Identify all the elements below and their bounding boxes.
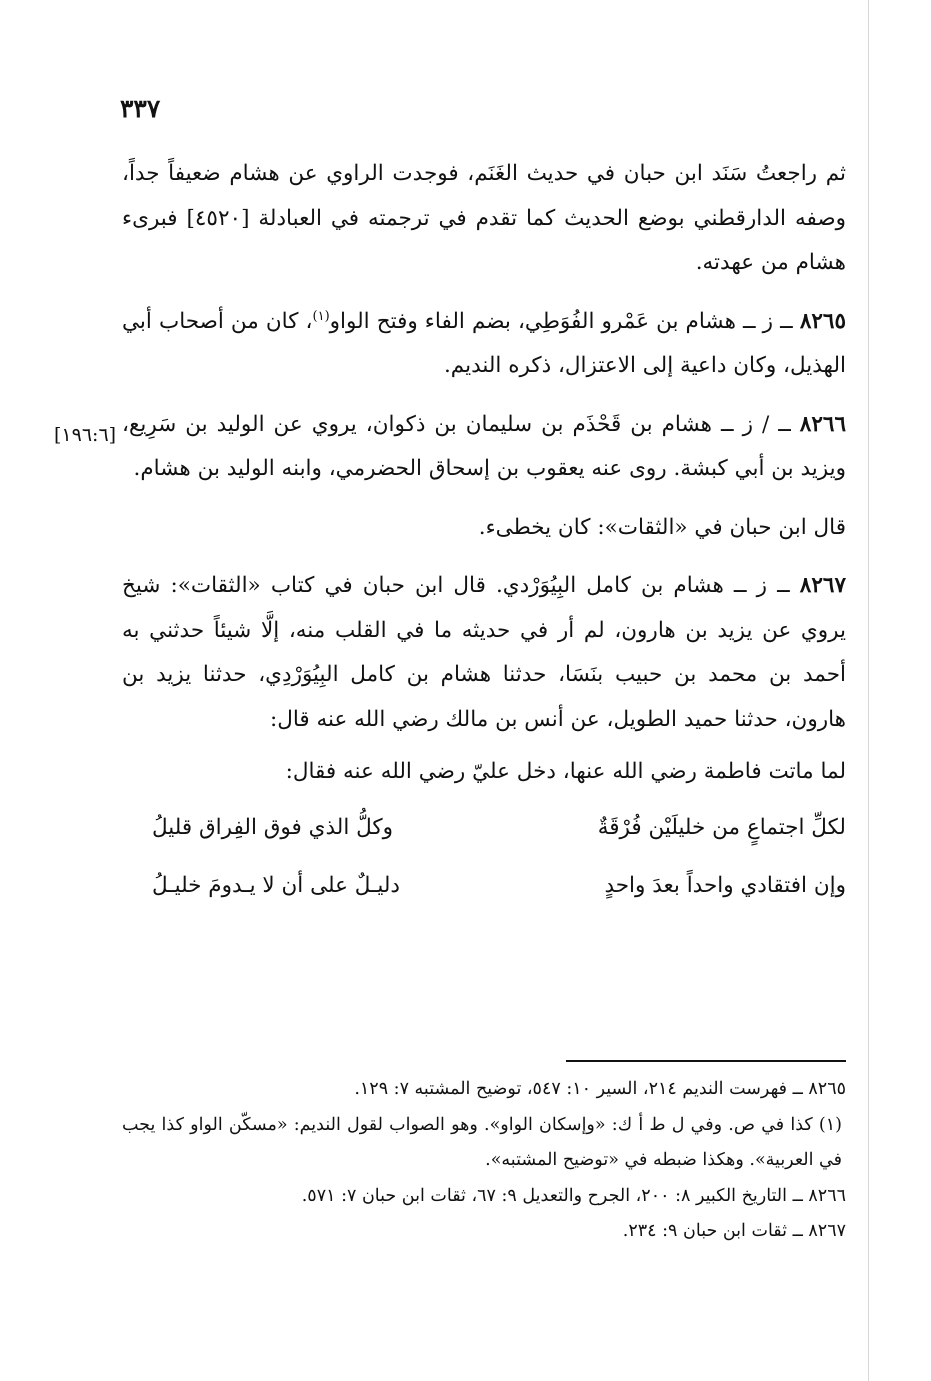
entry-8267 xyxy=(122,564,846,742)
poem xyxy=(122,799,846,915)
verse-line xyxy=(122,799,846,857)
verse-second-hemistich: وكلُّ الذي فوق الفِراق قليلُ xyxy=(152,814,394,840)
paragraph-continuation: ثم راجعتُ سَنَد ابن حبان في حديث الغَنَم، فوجدت الراوي عن هشام ضعيفاً جداً، وصفه الدارقطني بوضع الحديث كما تقدم في ترجمته في العبادلة [٤٥٢٠] فبرىء هشام من عهدته. xyxy=(122,161,846,275)
entry-number: ٨٢٦٥ xyxy=(799,308,847,334)
entry-text: ــ ز ــ هشام بن عَمْرو الفُوَطِي، بضم الفاء وفتح الواو xyxy=(329,308,800,334)
verse-line xyxy=(122,857,846,915)
verse-first-hemistich: لكلِّ اجتماعٍ من خليلَيْن فُرْقَةٌ xyxy=(597,814,846,840)
main-text xyxy=(122,152,846,915)
footnote-divider xyxy=(566,1060,846,1062)
entry-text: ــ / ز ــ هشام بن قَحْذَم بن سليمان بن ذكوان، يروي عن الوليد بن سَرِيع، ويزيد بن أبي كبشة. روى عنه يعقوب بن إسحاق الحضرمي، وابنه الوليد بن هشام. xyxy=(122,411,846,481)
footnotes xyxy=(122,1072,846,1250)
narration-intro: لما ماتت فاطمة رضي الله عنها، دخل عليّ رضي الله عنه فقال: xyxy=(285,759,846,784)
footnote-8266: ٨٢٦٦ ــ التاريخ الكبير ٨: ٢٠٠، الجرح والتعديل ٩: ٦٧، ثقات ابن حبان ٧: ٥٧١. xyxy=(301,1185,846,1206)
entry-8265 xyxy=(122,300,846,389)
entry-number: ٨٢٦٦ xyxy=(799,411,846,437)
footnote-1: (١) كذا في ص. وفي ل ط أ ك: «وإسكان الواو». وهو الصواب لقول النديم: «مسكّن الواو كذا يجب في العربية». وهكذا ضبطه في «توضيح المشتبه». xyxy=(122,1114,842,1170)
entry-text-continued: ، كان من أصحاب أبي الهذيل، وكان داعية إلى الاعتزال، ذكره النديم. xyxy=(122,308,846,378)
margin-reference: [١٩٦:٦] xyxy=(54,424,117,446)
page-edge-line xyxy=(868,0,869,1381)
footnote-marker[interactable]: (١) xyxy=(312,308,330,324)
entry-8266 xyxy=(122,403,846,492)
page-number: ٣٣٧ xyxy=(120,94,161,123)
entry-text: ــ ز ــ هشام بن كامل البِيُوَرْدي. قال ابن حبان في كتاب «الثقات»: شيخ يروي عن يزيد بن هارون، لم أر في حديثه ما في القلب منه، إلَّا شيئاً حدثني به أحمد بن محمد بن حبيب بنَسَا، حدثنا هشام بن كامل البِيُوَرْدِي، حدثنا يزيد بن هارون، حدثنا حميد الطويل، عن أنس بن مالك رضي الله عنه قال: xyxy=(122,573,846,732)
quote-ibn-hibban: قال ابن حبان في «الثقات»: كان يخطىء. xyxy=(478,514,846,540)
entry-number: ٨٢٦٧ xyxy=(799,573,846,598)
footnote-8267: ٨٢٦٧ ــ ثقات ابن حبان ٩: ٢٣٤. xyxy=(622,1221,846,1241)
verse-second-hemistich: دليـلٌ على أن لا يـدومَ خليـلُ xyxy=(152,872,400,898)
verse-first-hemistich: وإن افتقادي واحداً بعدَ واحدٍ xyxy=(604,872,846,898)
footnote-8265: ٨٢٦٥ ــ فهرست النديم ٢١٤، السير ١٠: ٥٤٧، توضيح المشتبه ٧: ١٢٩. xyxy=(354,1079,846,1099)
